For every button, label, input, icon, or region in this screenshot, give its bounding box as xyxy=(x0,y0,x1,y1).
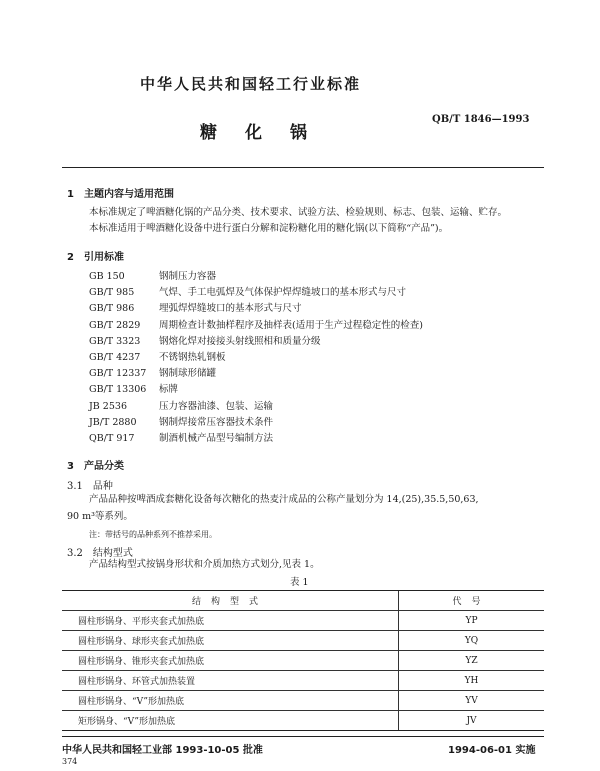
reference-title: 周期检查计数抽样程序及抽样表(适用于生产过程稳定性的检查) xyxy=(159,319,423,331)
table-row xyxy=(62,671,544,691)
table-row xyxy=(62,651,544,671)
table-cell-type: 圆柱形锅身、球形夹套式加热底 xyxy=(62,631,399,651)
reference-title: 埋弧焊焊缝坡口的基本形式与尺寸 xyxy=(159,303,302,315)
reference-title: 气焊、手工电弧焊及气体保护焊焊缝坡口的基本形式与尺寸 xyxy=(159,287,407,299)
table-cell-code: JV xyxy=(399,711,545,731)
reference-title: 钢制压力容器 xyxy=(159,271,217,282)
reference-code: QB/T 917 xyxy=(89,433,135,444)
table-row xyxy=(62,691,544,711)
table-cell-code: YZ xyxy=(399,651,545,671)
table-row xyxy=(62,611,544,631)
table-row xyxy=(62,631,544,651)
table-row xyxy=(62,711,544,731)
table-cell-code: YH xyxy=(399,671,545,691)
table-cell-code: YP xyxy=(399,611,545,631)
section1-heading: 1 主题内容与适用范围 xyxy=(67,189,174,200)
reference-code: GB/T 4237 xyxy=(89,352,141,363)
footer-rule xyxy=(62,736,544,737)
approval-line: 中华人民共和国轻工业部 1993-10-05 批准 xyxy=(62,745,263,756)
section3-1-para-line1: 产品品种按啤酒成套糖化设备每次糖化的热麦汁成品的公称产量划分为 14,(25),35.5,50,63, xyxy=(89,494,479,505)
issuing-agency: 中华人民共和国轻工行业标准 xyxy=(140,75,362,93)
section3-2-heading: 3.2 结构型式 xyxy=(67,548,133,559)
document-title: 糖化锅 xyxy=(200,123,335,143)
table-header-row xyxy=(62,591,544,611)
reference-item xyxy=(89,414,273,428)
reference-code: JB 2536 xyxy=(89,400,127,412)
reference-item xyxy=(89,365,216,379)
reference-item xyxy=(89,268,216,282)
table-cell-type: 圆柱形锅身、环管式加热装置 xyxy=(62,671,399,691)
reference-item xyxy=(89,284,406,298)
table-cell-type: 圆柱形锅身、“V”形加热底 xyxy=(62,691,399,711)
structure-type-table xyxy=(62,590,544,731)
reference-title: 钢熔化焊对接接头射线照相和质量分级 xyxy=(159,335,321,347)
reference-code: GB/T 985 xyxy=(89,287,135,299)
reference-item xyxy=(89,430,273,444)
reference-item xyxy=(89,349,226,363)
reference-title: 制酒机械产品型号编制方法 xyxy=(159,433,274,444)
reference-title: 压力容器油漆、包装、运输 xyxy=(159,400,274,412)
reference-code: JB/T 2880 xyxy=(89,416,137,428)
reference-code: GB/T 2829 xyxy=(89,319,141,331)
reference-item xyxy=(89,333,321,347)
section3-1-note: 注：带括号的品种系列不推荐采用。 xyxy=(89,530,217,539)
reference-item xyxy=(89,317,423,331)
section3-2-para: 产品结构型式按锅身形状和介质加热方式划分,见表 1。 xyxy=(89,559,320,570)
table-cell-type: 圆柱形锅身、锥形夹套式加热底 xyxy=(62,651,399,671)
table-cell-type: 矩形锅身、“V”形加热底 xyxy=(62,711,399,731)
header-rule xyxy=(62,167,544,168)
reference-code: GB/T 3323 xyxy=(89,335,141,347)
standard-number: QB/T 1846—1993 xyxy=(432,114,530,125)
reference-title: 不锈钢热轧钢板 xyxy=(159,352,226,363)
section2-heading: 2 引用标准 xyxy=(67,252,124,263)
table-cell-code: YQ xyxy=(399,631,545,651)
section3-1-heading: 3.1 品种 xyxy=(67,481,113,492)
table-caption: 表 1 xyxy=(290,577,309,588)
reference-title: 钢制焊接常压容器技术条件 xyxy=(159,416,274,428)
table-cell-type: 圆柱形锅身、平形夹套式加热底 xyxy=(62,611,399,631)
section1-para1: 本标准规定了啤酒糖化锅的产品分类、技术要求、试验方法、检验规则、标志、包装、运输、贮存。 xyxy=(89,207,508,218)
table-header-type: 结构型式 xyxy=(62,591,399,611)
section3-1-para-line2: 90 m³等系列。 xyxy=(67,511,133,522)
section3-heading: 3 产品分类 xyxy=(67,461,124,472)
reference-code: GB/T 13306 xyxy=(89,384,147,396)
reference-code: GB/T 986 xyxy=(89,303,135,315)
implementation-date: 1994-06-01 实施 xyxy=(448,745,536,756)
reference-item xyxy=(89,398,273,412)
table-cell-code: YV xyxy=(399,691,545,711)
reference-title: 标牌 xyxy=(159,384,179,396)
reference-item xyxy=(89,381,178,395)
table-header-code: 代号 xyxy=(399,591,545,611)
reference-item xyxy=(89,300,302,314)
reference-code: GB 150 xyxy=(89,271,125,282)
reference-code: GB/T 12337 xyxy=(89,368,147,380)
reference-title: 钢制球形储罐 xyxy=(159,368,217,380)
page-number: 374 xyxy=(62,757,78,766)
section1-para2: 本标准适用于啤酒糖化设备中进行蛋白分解和淀粉糖化用的糖化锅(以下简称“产品”)。 xyxy=(89,223,449,234)
